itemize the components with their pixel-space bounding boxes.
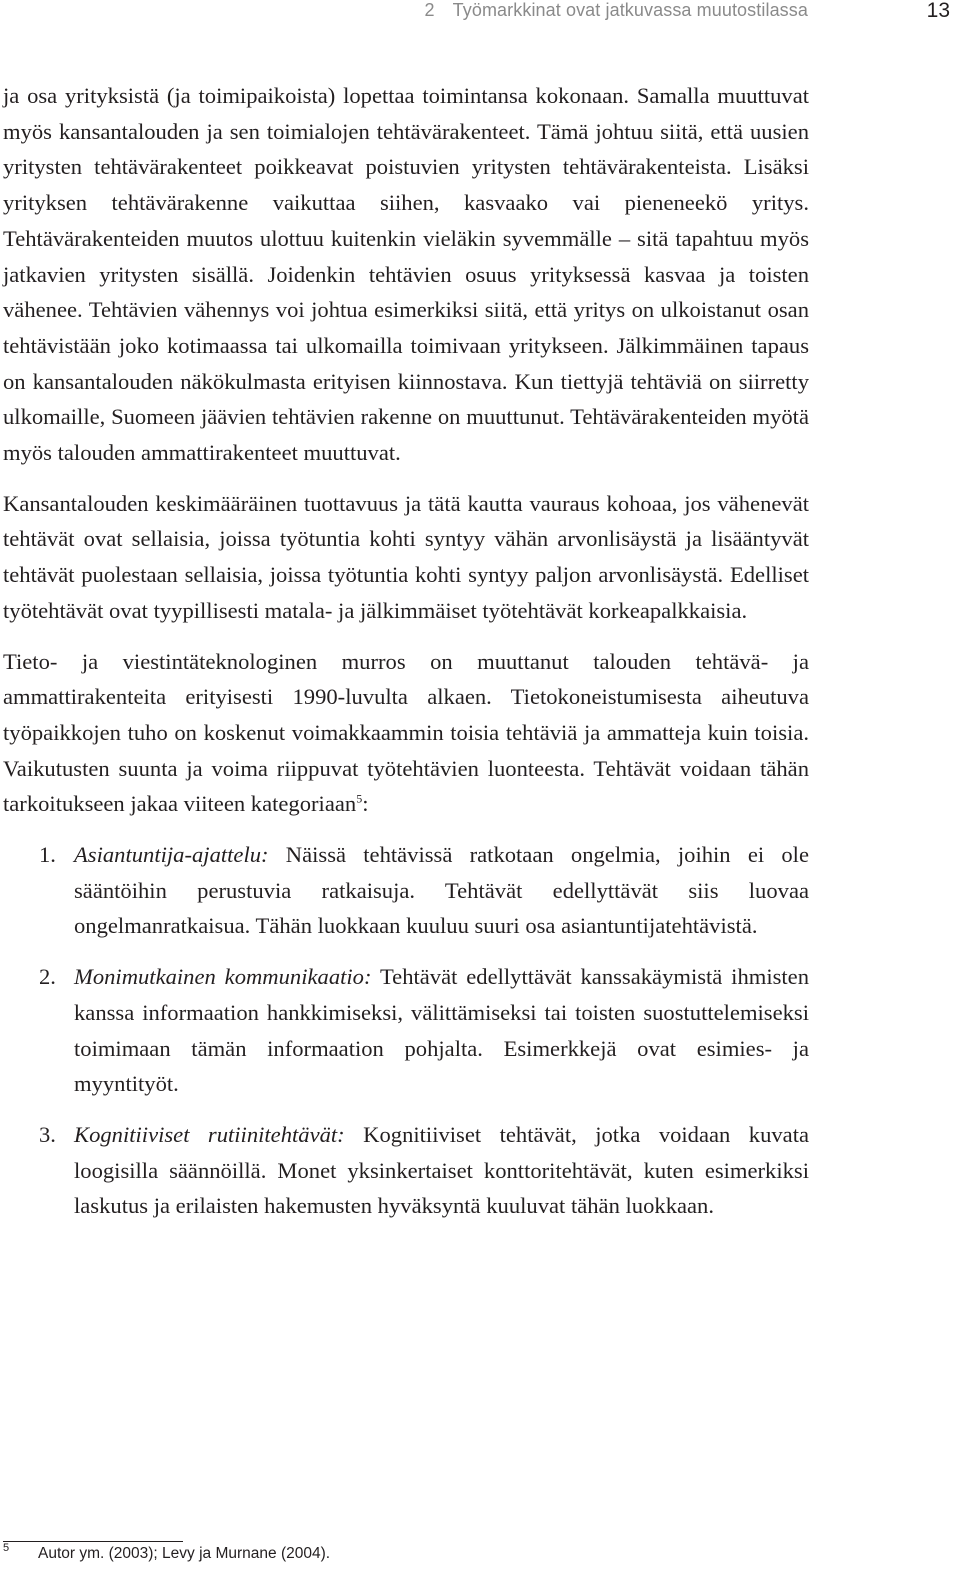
list-item-number: 2. [39, 964, 56, 990]
list-item [3, 959, 809, 1102]
footnote-ref: 5 [356, 791, 363, 806]
list-item-number: 3. [39, 1121, 56, 1147]
list-item [3, 837, 809, 944]
list-item-text: Tehtävät edellyttävät kanssakäymistä ihmisten kanssa informaation hankkimiseksi, välittämiseksi tai toisten suostuttelemiseksi toimimaan tämän informaation pohjalta. Esimerkkejä ovat esimies- ja myyntityöt. [74, 964, 809, 1097]
paragraph-1: ja osa yrityksistä (ja toimipaikoista) lopettaa toimintansa kokonaan. Samalla muuttuvat myös kansantalouden ja sen toimialojen tehtävärakenteet. Tämä johtuu siitä, että uusien yritysten tehtävärakenteet poikkeavat poistuvien yritysten tehtävärakenteista. Lisäksi yrityksen tehtävärakenne vaikuttaa siihen, kasvaako vai pieneneekö yritys. Tehtävärakenteiden muutos ulottuu kuitenkin vieläkin syvemmälle – sitä tapahtuu myös jatkavien yritysten sisällä. Joidenkin tehtävien osuus yrityksessä kasvaa ja toisten vähenee. Tehtävien vähennys voi johtua esimerkiksi siitä, että yritys on ulkoistanut osan tehtävistään joko kotimaassa tai ulkomailla toimivaan yritykseen. Jälkimmäinen tapaus on kansantalouden näkökulmasta erityisen kiinnostava. Kun tiettyjä tehtäviä on siirretty ulkomaille, Suomeen jäävien tehtävien rakenne on muuttunut. Tehtävärakenteiden myötä myös talouden ammattirakenteet muuttuvat. [3, 83, 809, 466]
chapter-number: 2 [424, 0, 435, 20]
list-item [3, 1117, 809, 1224]
page-number: 13 [926, 0, 950, 22]
category-list [3, 837, 809, 1224]
footnote-mark: 5 [3, 1542, 10, 1554]
paragraph-2: Kansantalouden keskimääräinen tuottavuus ja tätä kautta vauraus kohoaa, jos vähenevät tehtävät ovat sellaisia, joissa työtuntia kohti syntyy vähän arvonlisäystä ja lisääntyvät tehtävät puolestaan sellaisia, joissa työtuntia kohti syntyy paljon arvonlisäystä. Edelliset työtehtävät ovat tyypillisesti matala- ja jälkimmäiset työtehtävät korkeapalkkaisia. [3, 490, 809, 623]
list-item-term: Asiantuntija-ajattelu: [74, 842, 269, 868]
running-header [0, 0, 960, 28]
list-item-term: Kognitiiviset rutiinitehtävät: [74, 1121, 345, 1147]
chapter-title: Työmarkkinat ovat jatkuvassa muutostilassa [452, 0, 808, 20]
footnote-text: Autor ym. (2003); Levy ja Murnane (2004). [38, 1545, 331, 1562]
list-item-number: 1. [39, 842, 56, 868]
list-item-text: Kognitiiviset tehtävät, jotka voidaan kuvata loogisilla säännöillä. Monet yksinkertaiset konttoritehtävät, kuten esimerkiksi laskutus ja erilaisten hakemusten hyväksyntä kuuluvat tähän luokkaan. [74, 1121, 810, 1219]
list-item-term: Monimutkainen kommunikaatio: [74, 964, 372, 990]
paragraph-3 [3, 644, 809, 823]
paragraph-3-text: Tieto- ja viestintäteknologinen murros on muuttanut talouden tehtävä- ja ammattirakenteita erityisesti 1990-luvulta alkaen. Tietokoneistumisesta aiheutuva työpaikkojen tuho on koskenut voimakkaammin toisia tehtäviä ja ammatteja kuin toisia. Vaikutusten suunta ja voima riippuvat työtehtävien luonteesta. Tehtävät voidaan tähän tarkoitukseen jakaa viiteen kategoriaan [3, 648, 809, 817]
footnote-divider [3, 1541, 183, 1542]
paragraph-3-tail: : [362, 791, 369, 817]
list-item-text: Näissä tehtävissä ratkotaan ongelmia, joihin ei ole sääntöihin perustuvia ratkaisuja. Tehtävät edellyttävät siis luovaa ongelmanratkaisua. Tähän luokkaan kuuluu suuri osa asiantuntijatehtävistä. [74, 842, 809, 939]
running-title [425, 0, 808, 21]
body-text [3, 78, 809, 1239]
